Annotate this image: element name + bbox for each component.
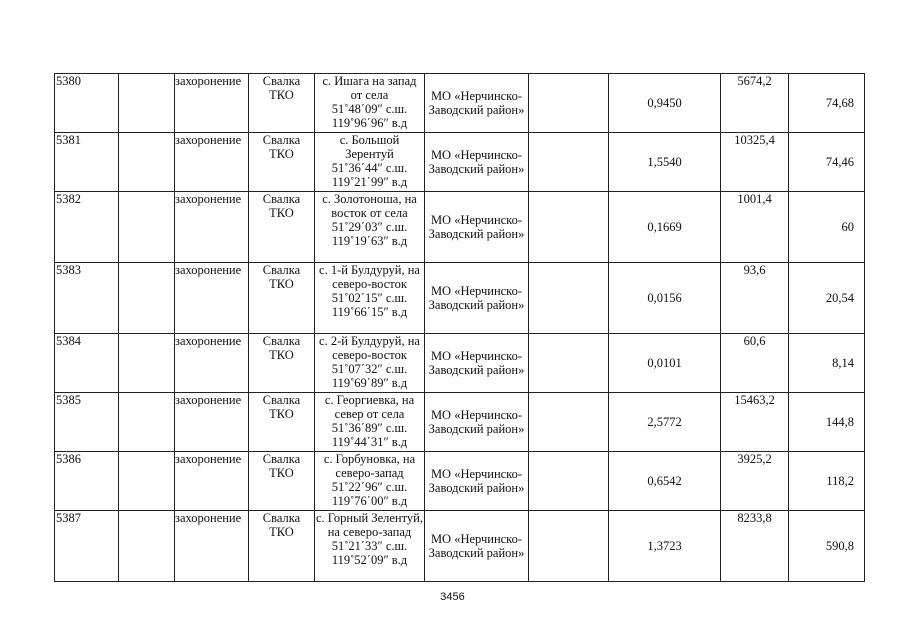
value-cell: 74,68 — [789, 74, 865, 133]
cell-line: Свалка — [262, 74, 301, 88]
municipality-cell — [425, 192, 529, 263]
area-cell: 1,5540 — [609, 133, 721, 192]
object-type-cell — [249, 192, 315, 263]
cell-line: Свалка — [262, 393, 301, 407]
cell-line: от села — [350, 88, 389, 102]
location-cell — [315, 133, 425, 192]
object-type-cell — [249, 74, 315, 133]
cell-line: Свалка — [262, 452, 301, 466]
value-cell: 20,54 — [789, 263, 865, 334]
value-cell: 60 — [789, 192, 865, 263]
municipality-cell — [425, 263, 529, 334]
municipality-cell — [425, 74, 529, 133]
cell-line: с. Горбуновка, на — [323, 452, 416, 466]
cell-line: 119˚66΄15″ в.д — [331, 305, 408, 319]
cell-line: 51˚21΄33″ с.ш. — [331, 539, 408, 553]
cell-line: с. 2-й Булдуруй, на — [319, 334, 420, 348]
empty-cell — [529, 511, 609, 582]
cell-line: северо-запад — [335, 466, 404, 480]
volume-cell: 5674,2 — [721, 74, 789, 133]
cell-line: 51˚48΄09″ с.ш. — [331, 102, 408, 116]
record-id-cell: 5381 — [55, 133, 119, 192]
empty-cell — [529, 74, 609, 133]
empty-cell — [119, 74, 175, 133]
cell-line: Заводский район» — [428, 162, 525, 176]
area-cell: 0,9450 — [609, 74, 721, 133]
cell-line: Заводский район» — [428, 363, 525, 377]
empty-cell — [119, 334, 175, 393]
record-id-cell: 5385 — [55, 393, 119, 452]
empty-cell — [119, 263, 175, 334]
activity-type-cell: захоронение — [175, 133, 249, 192]
cell-line: на северо-запад — [327, 525, 412, 539]
empty-cell — [119, 452, 175, 511]
municipality-cell — [425, 511, 529, 582]
value-cell: 74,46 — [789, 133, 865, 192]
value-cell: 8,14 — [789, 334, 865, 393]
location-cell — [315, 334, 425, 393]
municipality-cell — [425, 133, 529, 192]
cell-line: с. 1-й Булдуруй, на — [319, 263, 420, 277]
cell-line: МО «Нерчинско- — [430, 284, 523, 298]
object-type-cell — [249, 452, 315, 511]
cell-line: 119˚69΄89″ в.д — [331, 376, 408, 390]
cell-line: 51˚02΄15″ с.ш. — [331, 291, 408, 305]
cell-line: северо-восток — [332, 277, 407, 291]
cell-line: с. Георгиевка, на — [324, 393, 415, 407]
location-cell — [315, 74, 425, 133]
cell-line: ТКО — [269, 348, 294, 362]
volume-cell: 93,6 — [721, 263, 789, 334]
cell-line: МО «Нерчинско- — [430, 148, 523, 162]
table-row — [55, 511, 865, 582]
area-cell: 0,6542 — [609, 452, 721, 511]
table-row — [55, 133, 865, 192]
cell-line: Заводский район» — [428, 227, 525, 241]
waste-site-registry-table — [54, 73, 865, 582]
area-cell: 1,3723 — [609, 511, 721, 582]
cell-line: 51˚22΄96″ с.ш. — [331, 480, 408, 494]
empty-cell — [119, 511, 175, 582]
cell-line: Свалка — [262, 133, 301, 147]
activity-type-cell: захоронение — [175, 393, 249, 452]
cell-line: северо-восток — [332, 348, 407, 362]
cell-line: 119˚96΄96″ в.д — [331, 116, 408, 130]
empty-cell — [529, 192, 609, 263]
municipality-cell — [425, 334, 529, 393]
cell-line: 119˚44΄31″ в.д — [331, 435, 408, 449]
area-cell: 0,1669 — [609, 192, 721, 263]
empty-cell — [529, 452, 609, 511]
activity-type-cell: захоронение — [175, 511, 249, 582]
cell-line: МО «Нерчинско- — [430, 213, 523, 227]
cell-line: 119˚52΄09″ в.д — [331, 553, 408, 567]
cell-line: ТКО — [269, 206, 294, 220]
cell-line: МО «Нерчинско- — [430, 408, 523, 422]
table-row — [55, 192, 865, 263]
cell-line: 51˚07΄32″ с.ш. — [331, 362, 408, 376]
cell-line: восток от села — [331, 206, 408, 220]
table-row — [55, 393, 865, 452]
cell-line: с. Ишага на запад — [322, 74, 417, 88]
value-cell: 590,8 — [789, 511, 865, 582]
activity-type-cell: захоронение — [175, 334, 249, 393]
cell-line: Свалка — [262, 263, 301, 277]
cell-line: ТКО — [269, 525, 294, 539]
location-cell — [315, 263, 425, 334]
cell-line: Заводский район» — [428, 422, 525, 436]
cell-line: 119˚21΄99″ в.д — [331, 175, 408, 189]
empty-cell — [119, 192, 175, 263]
volume-cell: 10325,4 — [721, 133, 789, 192]
empty-cell — [529, 393, 609, 452]
cell-line: 51˚29΄03″ с.ш. — [331, 220, 408, 234]
object-type-cell — [249, 393, 315, 452]
record-id-cell: 5383 — [55, 263, 119, 334]
cell-line: 51˚36΄89″ с.ш. — [331, 421, 408, 435]
volume-cell: 8233,8 — [721, 511, 789, 582]
record-id-cell: 5386 — [55, 452, 119, 511]
cell-line: МО «Нерчинско- — [430, 532, 523, 546]
municipality-cell — [425, 393, 529, 452]
activity-type-cell: захоронение — [175, 192, 249, 263]
cell-line: с. Золотоноша, на — [322, 192, 417, 206]
area-cell: 0,0101 — [609, 334, 721, 393]
value-cell: 118,2 — [789, 452, 865, 511]
table-row — [55, 74, 865, 133]
cell-line: ТКО — [269, 277, 294, 291]
cell-line: Заводский район» — [428, 481, 525, 495]
location-cell — [315, 393, 425, 452]
empty-cell — [529, 334, 609, 393]
cell-line: Свалка — [262, 334, 301, 348]
cell-line: Свалка — [262, 511, 301, 525]
activity-type-cell: захоронение — [175, 74, 249, 133]
location-cell — [315, 192, 425, 263]
area-cell: 0,0156 — [609, 263, 721, 334]
cell-line: Свалка — [262, 192, 301, 206]
cell-line: 119˚76΄00″ в.д — [331, 494, 408, 508]
table-row — [55, 334, 865, 393]
value-cell: 144,8 — [789, 393, 865, 452]
cell-line: МО «Нерчинско- — [430, 467, 523, 481]
cell-line: Заводский район» — [428, 103, 525, 117]
page-number: 3456 — [440, 591, 465, 603]
record-id-cell: 5380 — [55, 74, 119, 133]
cell-line: ТКО — [269, 466, 294, 480]
cell-line: 119˚19΄63″ в.д — [331, 234, 408, 248]
volume-cell: 3925,2 — [721, 452, 789, 511]
empty-cell — [119, 393, 175, 452]
object-type-cell — [249, 511, 315, 582]
activity-type-cell: захоронение — [175, 263, 249, 334]
cell-line: север от села — [334, 407, 405, 421]
volume-cell: 60,6 — [721, 334, 789, 393]
object-type-cell — [249, 334, 315, 393]
cell-line: ТКО — [269, 88, 294, 102]
table-row — [55, 452, 865, 511]
area-cell: 2,5772 — [609, 393, 721, 452]
volume-cell: 15463,2 — [721, 393, 789, 452]
table-row — [55, 263, 865, 334]
empty-cell — [529, 263, 609, 334]
empty-cell — [119, 133, 175, 192]
cell-line: Заводский район» — [428, 298, 525, 312]
cell-line: с. Горный Зелентуй, — [316, 511, 423, 525]
table-body — [55, 74, 865, 582]
cell-line: ТКО — [269, 147, 294, 161]
cell-line: 51˚36΄44″ с.ш. — [331, 161, 408, 175]
location-cell — [315, 511, 425, 582]
record-id-cell: 5384 — [55, 334, 119, 393]
cell-line: МО «Нерчинско- — [430, 349, 523, 363]
municipality-cell — [425, 452, 529, 511]
volume-cell: 1001,4 — [721, 192, 789, 263]
cell-line: Заводский район» — [428, 546, 525, 560]
cell-line: МО «Нерчинско- — [430, 89, 523, 103]
empty-cell — [529, 133, 609, 192]
object-type-cell — [249, 263, 315, 334]
cell-line: с. Большой — [339, 133, 400, 147]
cell-line: ТКО — [269, 407, 294, 421]
object-type-cell — [249, 133, 315, 192]
activity-type-cell: захоронение — [175, 452, 249, 511]
record-id-cell: 5382 — [55, 192, 119, 263]
cell-line: Зерентуй — [345, 147, 394, 161]
record-id-cell: 5387 — [55, 511, 119, 582]
location-cell — [315, 452, 425, 511]
